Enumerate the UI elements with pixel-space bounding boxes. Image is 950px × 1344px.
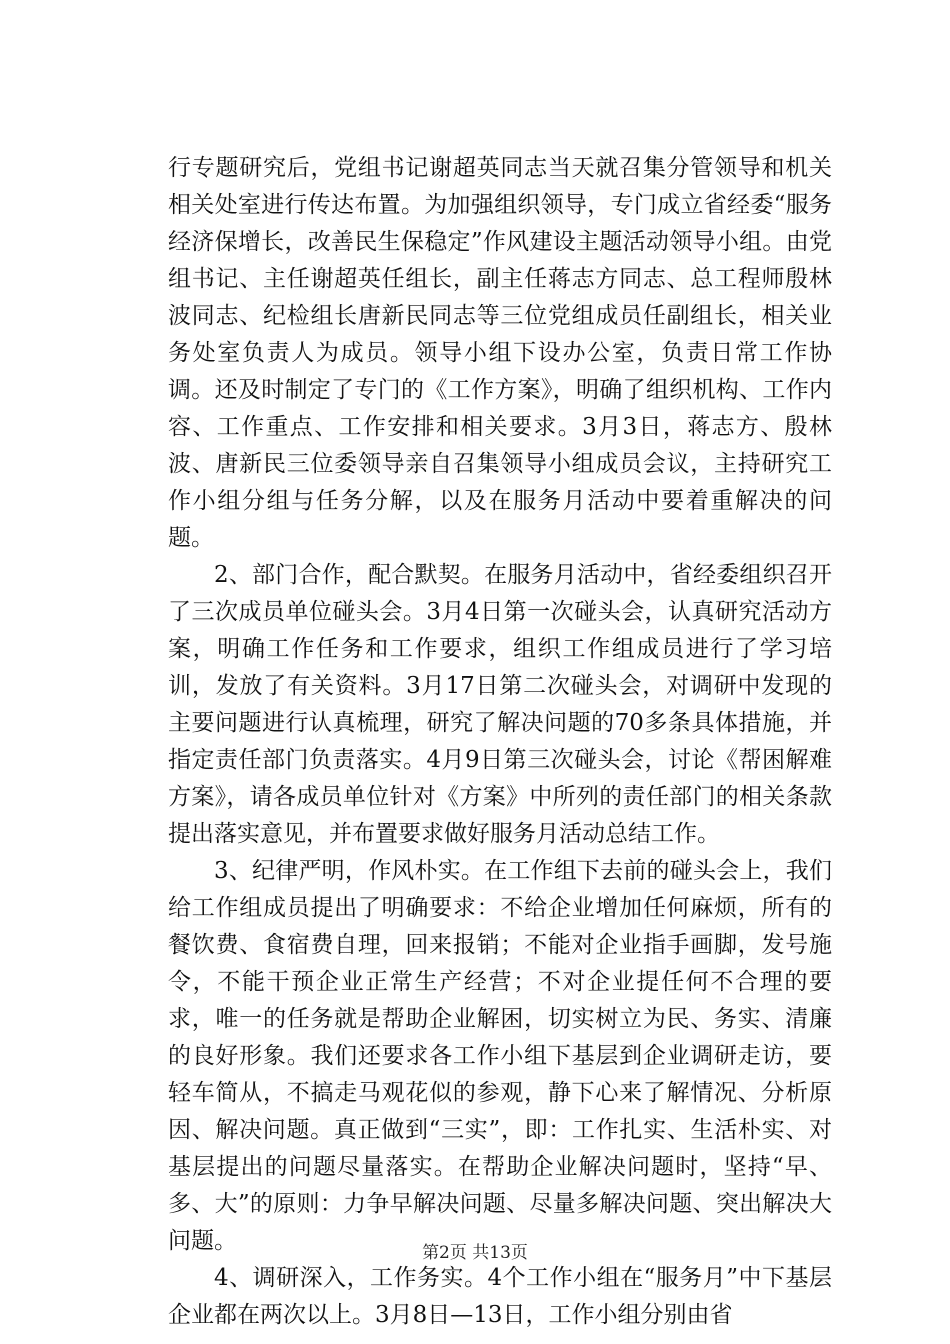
document-body (168, 150, 832, 1334)
paragraph-section-4: 4、调研深入，工作务实。4个工作小组在“服务月”中下基层企业都在两次以上。3月8日—13日，工作小组分别由省 (168, 1265, 832, 1328)
paragraph-section-2: 2、部门合作，配合默契。在服务月活动中，省经委组织召开了三次成员单位碰头会。3月4日第一次碰头会，认真研究活动方案，明确工作任务和工作要求，组织工作组成员进行了学习培训，发放了有关资料。3月17日第二次碰头会，对调研中发现的主要问题进行认真梳理，研究了解决问题的70多条具体措施，并指定责任部门负责落实。4月9日第三次碰头会，讨论《帮困解难方案》，请各成员单位针对《方案》中所列的责任部门的相关条款提出落实意见，并布置要求做好服务月活动总结工作。 (168, 562, 832, 847)
page-footer: 第2页 共13页 (422, 1243, 528, 1263)
paragraph-section-3: 3、纪律严明，作风朴实。在工作组下去前的碰头会上，我们给工作组成员提出了明确要求：不给企业增加任何麻烦，所有的餐饮费、食宿费自理，回来报销；不能对企业指手画脚，发号施令，不能干预企业正常生产经营；不对企业提任何不合理的要求，唯一的任务就是帮助企业解困，切实树立为民、务实、清廉的良好形象。我们还要求各工作小组下基层到企业调研走访，要轻车简从，不搞走马观花似的参观，静下心来了解情况、分析原因、解决问题。真正做到“三实”，即：工作扎实、生活朴实、对基层提出的问题尽量落实。在帮助企业解决问题时，坚持“早、多、大”的原则：力争早解决问题、尽量多解决问题、突出解决大问题。 (168, 858, 832, 1254)
paragraph-continued: 行专题研究后，党组书记谢超英同志当天就召集分管领导和机关相关处室进行传达布置。为加强组织领导，专门成立省经委“服务经济保增长，改善民生保稳定”作风建设主题活动领导小组。由党组书记、主任谢超英任组长，副主任蒋志方同志、总工程师殷林波同志、纪检组长唐新民同志等三位党组成员任副组长，相关业务处室负责人为成员。领导小组下设办公室，负责日常工作协调。还及时制定了专门的《工作方案》，明确了组织机构、工作内容、工作重点、工作安排和相关要求。3月3日，蒋志方、殷林波、唐新民三位委领导亲自召集领导小组成员会议，主持研究工作小组分组与任务分解，以及在服务月活动中要着重解决的问题。 (168, 155, 832, 551)
